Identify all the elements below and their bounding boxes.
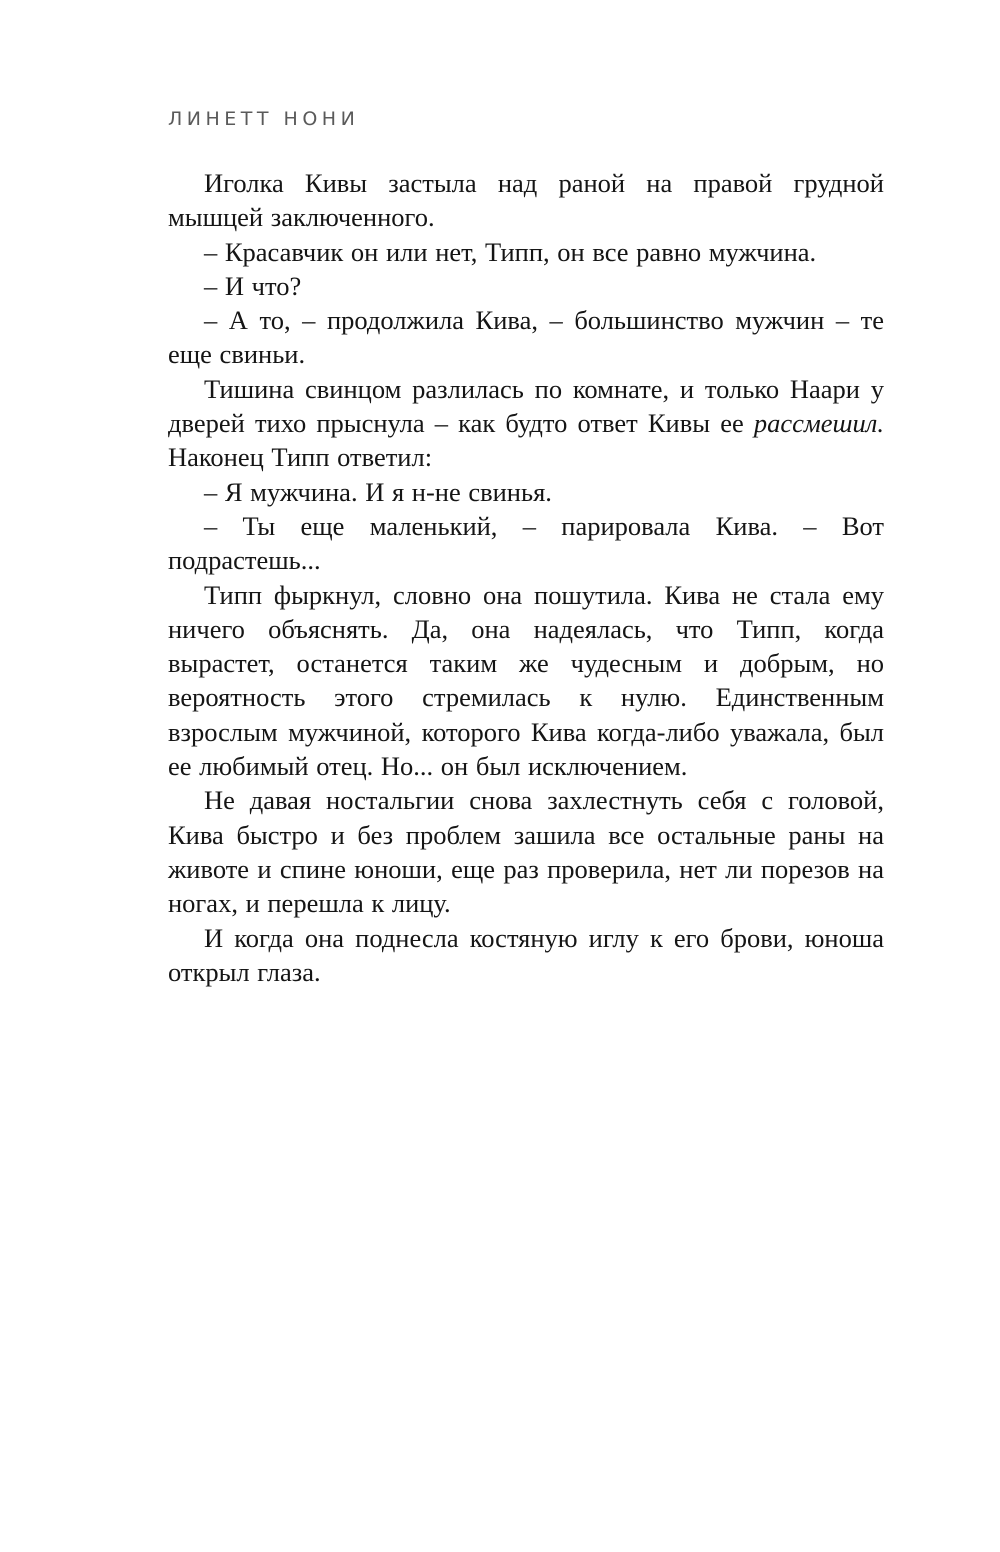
running-head-author: ЛИНЕТТ НОНИ — [168, 108, 360, 130]
paragraph-segment: Наконец Типп ответил: — [168, 442, 433, 473]
italic-word: рассмешил. — [753, 408, 884, 439]
paragraph: Не давая ностальгии снова захлестнуть себя с головой, Кива быстро и без проблем зашила все остальные раны на животе и спине юноши, еще раз проверила, нет ли порезов на ногах, и перешла к лицу. — [168, 785, 884, 919]
paragraph: И когда она поднесла костяную иглу к его брови, юноша открыл глаза. — [168, 922, 884, 987]
paragraph-dialogue: – Ты еще маленький, – парировала Кива. – Вот подрастешь... — [168, 510, 884, 576]
paragraph-with-italic — [168, 372, 884, 475]
paragraph-dialogue: – Я мужчина. И я н-не свинья. — [204, 476, 552, 507]
paragraph: Иголка Кивы застыла над раной на правой грудной мышцей заключенного. — [168, 168, 884, 233]
paragraph-dialogue: – Красавчик он или нет, Типп, он все равно мужчина. — [204, 236, 817, 267]
body-text — [168, 166, 884, 989]
paragraph-dialogue: – И что? — [204, 270, 302, 301]
paragraph-segment: Тишина свинцом разлилась по комнате, и только Наари у дверей тихо прыснула – как будто ответ Кивы ее — [168, 373, 884, 439]
paragraph-dialogue: – А то, – продолжила Кива, – большинство мужчин – те еще свиньи. — [168, 305, 884, 370]
paragraph: Типп фыркнул, словно она пошутила. Кива не стала ему ничего объяснять. Да, она надеялась, что Типп, когда вырастет, останется таким же чудесным и добрым, но вероятность этого стремилась к нулю. Единственным взрослым мужчиной, которого Кива когда-либо уважала, был ее любимый отец. Но... он был исключением. — [168, 579, 884, 782]
